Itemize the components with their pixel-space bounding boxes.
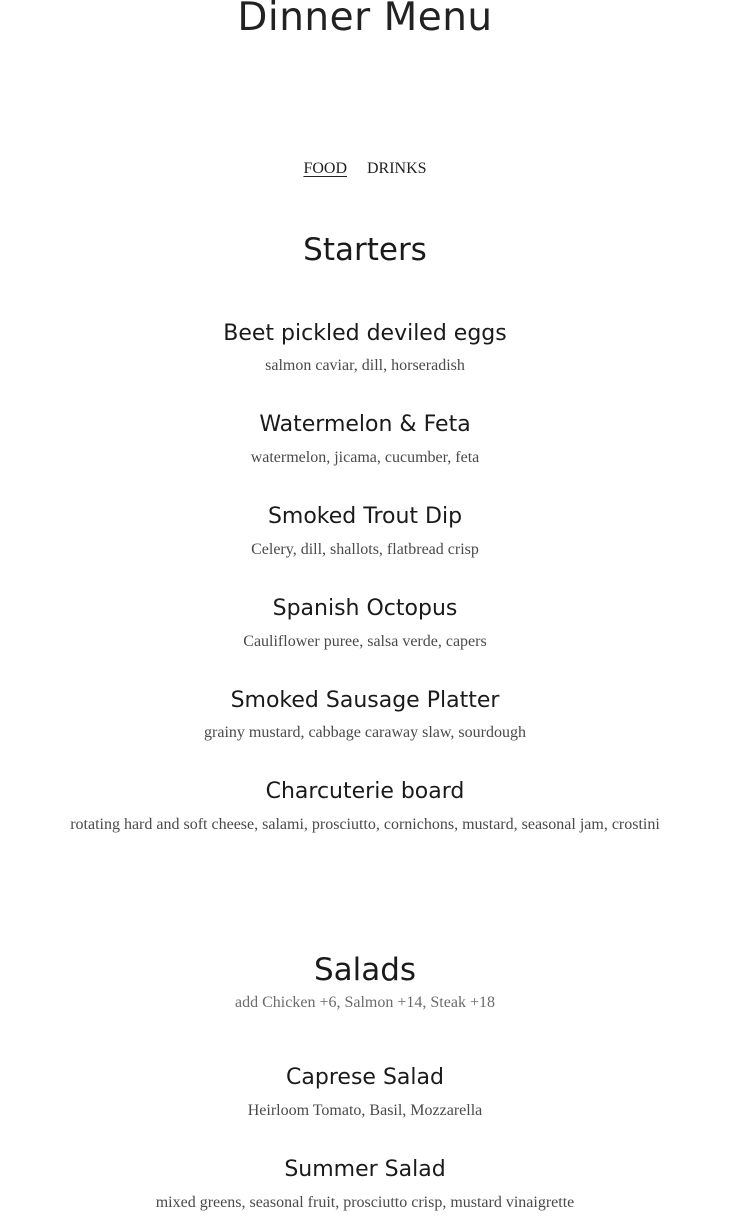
menu-item-description: grainy mustard, cabbage caraway slaw, sourdough <box>204 724 526 741</box>
page-title: Dinner Menu <box>237 0 493 40</box>
menu-item-name: Watermelon & Feta <box>259 412 471 437</box>
menu-item-description: Celery, dill, shallots, flatbread crisp <box>251 541 479 558</box>
menu-tabs <box>0 158 730 180</box>
section-title-salads: Salads <box>313 952 417 988</box>
tab-food[interactable]: FOOD <box>303 160 347 177</box>
menu-item-description: salmon caviar, dill, horseradish <box>265 357 465 374</box>
menu-item-description: Heirloom Tomato, Basil, Mozzarella <box>247 1102 483 1119</box>
menu-item-description: Cauliflower puree, salsa verde, capers <box>243 633 487 650</box>
section-note: add Chicken +6, Salmon +14, Steak +18 <box>235 994 495 1011</box>
section-title-starters: Starters <box>303 232 427 268</box>
menu-item-description: rotating hard and soft cheese, salami, prosciutto, cornichons, mustard, seasonal jam, crostini <box>70 816 660 833</box>
tab-drinks[interactable]: DRINKS <box>367 160 427 177</box>
menu-item-name: Beet pickled deviled eggs <box>223 321 507 346</box>
menu-item-name: Charcuterie board <box>265 779 465 804</box>
menu-item-description: watermelon, jicama, cucumber, feta <box>250 449 480 466</box>
menu-item-name: Smoked Trout Dip <box>267 504 463 529</box>
menu-item-description: mixed greens, seasonal fruit, prosciutto crisp, mustard vinaigrette <box>155 1194 575 1211</box>
menu-item-name: Smoked Sausage Platter <box>230 688 500 713</box>
menu-item-name: Summer Salad <box>284 1157 446 1182</box>
menu-item-name: Caprese Salad <box>286 1065 444 1090</box>
menu-item-name: Spanish Octopus <box>272 596 458 621</box>
